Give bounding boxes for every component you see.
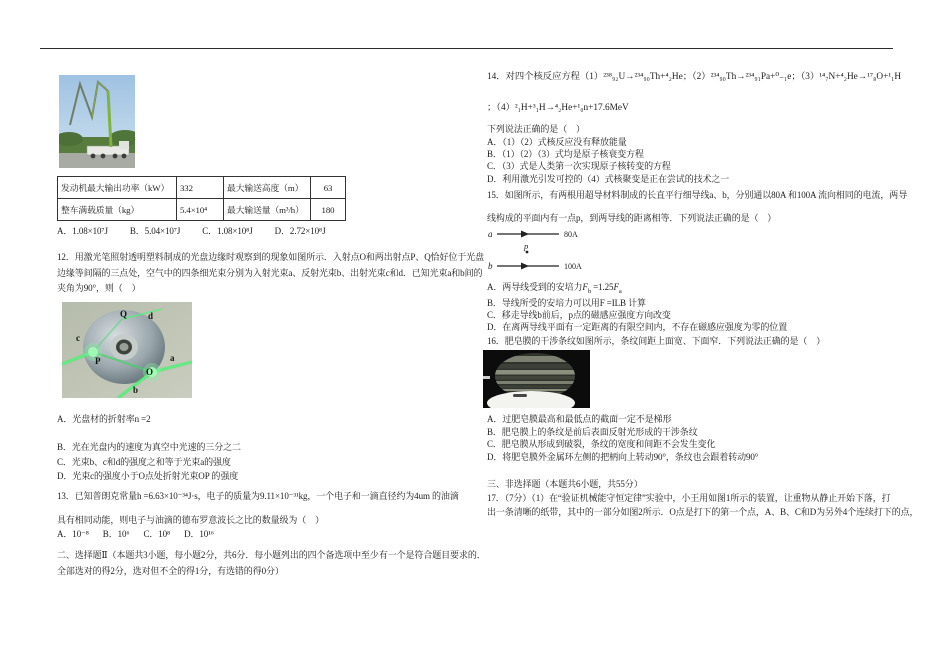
q15-line2: 线构成的平面内有一点p，到两导线的距离相等．下列说法正确的是（ ） <box>487 213 777 223</box>
force-a-subscript: a <box>618 287 622 295</box>
q16-option-b: B．肥皂膜上的条纹是前后表面反射光形成的干涉条纹 <box>487 426 698 437</box>
q11-options <box>57 225 348 237</box>
q15-option-d: D．在离两导线平面有一定距离的有限空间内，不存在磁感应强度为零的位置 <box>487 322 788 333</box>
cd-laser-photo <box>62 302 192 398</box>
soap-film-photo <box>483 350 590 408</box>
q11-option-c: C．1.08×10⁸J <box>202 226 253 236</box>
q13-option-d: D．10¹⁶ <box>184 529 214 539</box>
q14-equations-line1: 14．对四个核反应方程（1）²³⁸₉₂U→²³⁴₉₀Th+⁴₂He；（2）²³⁴₉₀Th→²³⁴₉₁Pa+⁰₋₁e；（3）¹⁴₇N+⁴₂He→¹⁷₈O+¹₁H <box>487 72 902 82</box>
q14-equations-line2: ；（4）²₁H+³₁H→⁴₂He+¹₀n+17.6MeV <box>487 103 629 113</box>
cd-label-a: a <box>170 353 175 363</box>
wire-a-current: 80A <box>564 230 578 239</box>
wire-b-current: 100A <box>564 262 582 271</box>
section2-line1: 二、选择题Ⅱ（本题共3小题，每小题2分，共6分．每小题列出的四个备选项中至少有一个是符合题目要求的． <box>57 550 486 560</box>
q17-line1: 17．（7分）（1）在“验证机械能守恒定律”实验中，小王用如图1所示的装置，让重物从静止开始下落，打 <box>487 493 891 503</box>
cd-label-O: O <box>146 367 154 377</box>
q16-options <box>487 413 758 464</box>
q12-stem <box>57 250 484 297</box>
section3-header: 三、非选择题（本题共6小题，共55分） <box>487 479 643 489</box>
spec-label: 最大输送高度（m） <box>224 177 311 199</box>
q12-option-a: A．光盘材的折射率n =2 <box>57 414 151 424</box>
spec-table <box>57 176 346 221</box>
table-row <box>58 199 346 221</box>
q13-line1: 13．已知普朗克常量h =6.63×10⁻³⁴J·s，电子的质量为9.11×10⁻³¹kg，一个电子和一滴直径约为4um 的油滴 <box>57 491 459 501</box>
q17-line2: 出一条清晰的纸带，其中的一部分如图2所示．O点是打下的第一个点，A、B、C和D为另外4个连续打下的点， <box>487 507 919 517</box>
q14-options <box>487 136 729 185</box>
spec-label: 整车满载质量（kg） <box>58 199 177 221</box>
q12-options-bcd <box>57 440 241 484</box>
spec-value: 332 <box>177 177 224 199</box>
spec-value: 180 <box>311 199 346 221</box>
q16-option-c: C．肥皂膜从形成到破裂，条纹的宽度和间距不会发生变化 <box>487 439 716 450</box>
cd-label-b: b <box>133 385 139 395</box>
q12-option-d: D．光束c的强度小于O点处折射光束OP 的强度 <box>57 471 239 481</box>
q15-line1: 15．如图所示，有两根用超导材料制成的长直平行细导线a、b，分别通以80A 和100A 流向相同的电流，两导 <box>487 190 908 200</box>
q12-line3: 夹角为90°，则（ ） <box>57 283 141 294</box>
q12-line1: 12．用激光笔照射透明塑料制成的光盘边缘时观察到的现象如图所示．入射点O和两出射点P、Q恰好位于光盘 <box>57 252 485 262</box>
q16-option-a: A．过肥皂膜最高和最低点的截面一定不是梯形 <box>487 414 672 424</box>
q13-option-c: C．10⁸ <box>143 529 171 539</box>
q11-option-b: B．5.04×10⁷J <box>129 226 181 236</box>
force-b-subscript: b <box>587 287 591 295</box>
q15-option-c: C．移走导线b前后，p点的磁感应强度方向改变 <box>487 310 671 321</box>
q14-prompt: 下列说法正确的是（ ） <box>487 124 585 134</box>
q12-line2: 边缘等间隔的三点处，空气中的四条细光束分别为入射光束a、反射光束b、出射光束c和d．已知光束a和b间的 <box>57 267 483 278</box>
spec-value: 63 <box>311 177 346 199</box>
wires-illustration <box>487 226 607 274</box>
q14-option-a: A．（1）（2）式核反应没有释放能量 <box>487 137 627 147</box>
table-row <box>58 177 346 199</box>
q15-option-a-eq: =1.25 <box>590 282 614 292</box>
point-p-label: p <box>524 241 529 251</box>
section2-header <box>57 548 486 579</box>
force-b-symbol: F <box>582 282 588 292</box>
q16-stem: 16．肥皂膜的干涉条纹如图所示，条纹间距上面宽、下面窄．下列说法正确的是（ ） <box>487 336 826 346</box>
wire-b-label: b <box>488 261 493 271</box>
q14-option-d: D．利用激光引发可控的（4）式核聚变是正在尝试的技术之一 <box>487 173 730 184</box>
q12-option-b: B．光在光盘内的速度为真空中光速的三分之二 <box>57 442 241 452</box>
spec-label: 最大输送量（m³/h） <box>224 199 311 221</box>
cd-label-d: d <box>148 311 154 321</box>
q15-option-a <box>487 281 622 298</box>
spec-label: 发动机最大输出功率（kW） <box>58 177 177 199</box>
parallel-wires-diagram <box>487 226 607 274</box>
q11-option-a: A．1.08×10⁷J <box>57 226 108 236</box>
cd-label-c: c <box>76 333 80 343</box>
force-a-symbol: F <box>613 282 619 292</box>
q15-options-bcd <box>487 297 787 334</box>
cd-label-P: P <box>95 356 101 366</box>
q13-option-b: B．10⁶ <box>102 529 130 539</box>
crane-truck-illustration <box>59 75 135 168</box>
q16-option-d: D．将肥皂膜外金属环左侧的把柄向上转动90°，条纹也会跟着转动90° <box>487 451 759 462</box>
q13-line2: 具有相同动能，则电子与油滴的德布罗意波长之比的数量级为（ ） <box>57 515 325 525</box>
section2-line2: 全部选对的得2分，选对但不全的得1分，有选错的得0分） <box>57 565 284 576</box>
q13-option-a: A．10⁻⁸ <box>57 529 89 539</box>
spec-value: 5.4×10⁴ <box>177 199 224 221</box>
cd-label-Q: Q <box>120 309 128 319</box>
q13-options <box>57 528 228 540</box>
q15-option-b: B．导线所受的安培力可以用F =ILB 计算 <box>487 298 646 308</box>
q12-option-c: C．光束b、c和d的强度之和等于光束a的强度 <box>57 456 231 467</box>
wire-a-label: a <box>488 229 493 239</box>
soap-film-illustration <box>483 350 590 408</box>
crane-truck-photo <box>59 75 135 168</box>
q14-option-b: B．（1）（2）（3）式均是原子核衰变方程 <box>487 149 644 160</box>
q14-option-c: C．（3）式是人类第一次实现原子核转变的方程 <box>487 161 671 172</box>
q15-option-a-text: A．两导线受到的安培力 <box>487 282 583 292</box>
q17-stem <box>487 491 918 519</box>
top-rule <box>40 48 893 49</box>
q11-option-d: D．2.72×10⁸J <box>274 226 326 236</box>
